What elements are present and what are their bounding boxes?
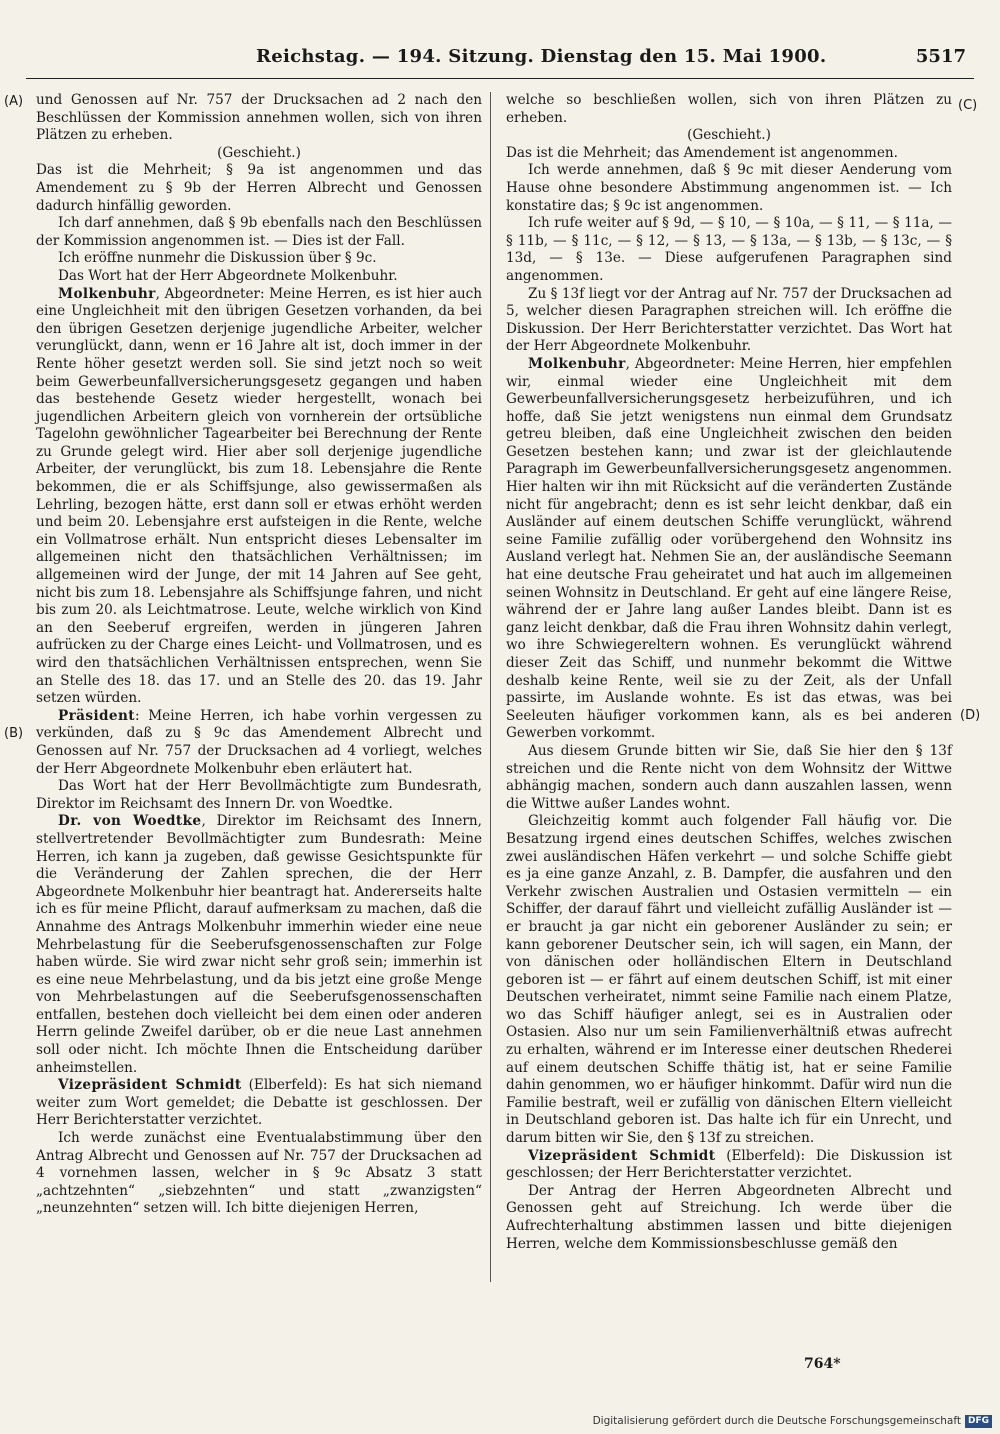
page-header	[26, 36, 974, 79]
column-divider	[490, 92, 491, 1282]
margin-marker-c: (C)	[958, 98, 978, 113]
paragraph: Aus diesem Grunde bitten wir Sie, daß Sie hier den § 13f streichen und die Rente nicht von dem Wohnsitz der Wittwe abhängig machen, sondern auch dann auszahlen lassen, wenn die Wittwe außer Landes wohnt.	[506, 742, 952, 812]
footer-text: Digitalisierung gefördert durch die Deutsche Forschungsgemeinschaft	[592, 1415, 961, 1427]
margin-marker-b: (B)	[4, 726, 24, 741]
speaker-name: Präsident	[58, 707, 135, 724]
margin-marker-d: (D)	[960, 708, 981, 723]
page	[4, 36, 981, 1382]
paragraph: Das ist die Mehrheit; § 9a ist angenommen und das Amendement zu § 9b der Herren Albrecht und Genossen dadurch hinfällig geworden.	[36, 162, 482, 214]
margin-marker-a: (A)	[4, 94, 24, 109]
paragraph: welche so beschließen wollen, sich von ihren Plätzen zu erheben.	[506, 92, 952, 126]
paragraph: Ich rufe weiter auf § 9d, — § 10, — § 10a, — § 11, — § 11a, — § 11b, — § 11c, — § 12, — § 13, — § 13a, — § 13b, — § 13c, — § 13d, — § 13e. — Diese aufgerufenen Paragraphen sind angenommen.	[506, 215, 952, 284]
right-column	[506, 92, 952, 1253]
paragraph: Ich werde annehmen, daß § 9c mit dieser Aenderung vom Hause ohne besondere Abstimmung angenommen ist. — Ich konstatire das; § 9c ist angenommen.	[506, 162, 952, 214]
speech: Dr. von Woedtke, Direktor im Reichsamt des Innern, stellvertretender Bevollmächtigter zum Bundesrath: Meine Herren, ich kann ja zugeben, daß gewisse Gesichtspunkte für die Veränderung der Zahlen sprechen, die der Herr Abgeordnete Molkenbuhr hier beantragt hat. Andererseits halte ich es für meine Pflicht, darauf aufmerksam zu machen, daß die Annahme des Antrags Molkenbuhr immerhin wieder eine neue Mehrbelastung für die Seeberufsgenossenschaften zur Folge haben würde. Sie wird zwar nicht sehr groß sein; immerhin ist es eine neue Mehrbelastung, und da bis jetzt eine große Menge von Mehrbelastungen auf die Seeberufsgenossenschaften entfallen, bestehen doch vielleicht bei dem einen oder anderen Herrn gelinde Zweifel darüber, ob er die neue Last annehmen soll oder nicht. Ich möchte Ihnen die Entscheidung darüber anheimstellen.	[36, 813, 482, 1076]
speech: Vizepräsident Schmidt (Elberfeld): Es hat sich niemand weiter zum Wort gemeldet; die Debatte ist geschlossen. Der Herr Berichterstatter verzichtet.	[36, 1077, 483, 1129]
paragraph: Das Wort hat der Herr Abgeordnete Molkenbuhr.	[58, 267, 398, 284]
page-number: 5517	[915, 46, 966, 67]
header-title: Reichstag. — 194. Sitzung. Dienstag den 15. Mai 1900.	[256, 46, 827, 67]
paragraph: Der Antrag der Herren Abgeordneten Albrecht und Genossen geht auf Streichung. Ich werde über die Aufrechterhaltung abstimmen lassen und bitte diejenigen Herren, welche dem Kommissionsbeschlusse gemäß den	[506, 1182, 952, 1252]
speaker-name: Vizepräsident Schmidt	[58, 1077, 242, 1094]
paragraph: Gleichzeitig kommt auch folgender Fall häufig vor. Die Besatzung irgend eines deutschen Schiffes, welches zwischen zwei ausländischen Häfen verkehrt — und solche Schiffe giebt es ja eine ganze Anzahl, z. B. Dampfer, die ausfahren und den Verkehr zwischen Australien und Ostasien vermitteln — ein Schiffer, der darauf fährt und vielleicht zufällig Ausländer ist — er braucht ja gar nicht ein geborener Ausländer zu sein; er kann geborener Deutscher sein, ich will sagen, ein Mann, der von dänischen oder holländischen Eltern in Deutschland geboren ist — er fährt auf einem deutschen Schiff, ist mit einer Deutschen verheiratet, nimmt seine Familie nach einem Platze, wo das Schiff häufiger anlegt, sei es in Australien oder Ostasien. Also nur um sein Familienverhältniß etwas aufrecht zu erhalten, während er im Interesse einer deutschen Rhederei auf einem deutschen Schiffe thätig ist, hat er seine Familie dahin genommen, wo er häufiger hinkommt. Dafür wird nun die Familie bestraft, weil er zufällig von dänischen Eltern vielleicht in Deutschland geboren ist. Das halte ich für ein Unrecht, und darum bitten wir Sie, den § 13f zu streichen.	[506, 813, 952, 1147]
paragraph: Zu § 13f liegt vor der Antrag auf Nr. 757 der Drucksachen ad 5, welcher diesen Paragraphen streichen will. Ich eröffne die Diskussion. Der Herr Berichterstatter verzichtet. Das Wort hat der Herr Abgeordnete Molkenbuhr.	[506, 285, 952, 355]
speaker-name: Molkenbuhr	[528, 355, 626, 372]
footer	[593, 1414, 992, 1428]
speaker-name: Dr. von Woedtke	[58, 813, 202, 830]
left-column	[36, 92, 482, 1218]
speaker-name: Molkenbuhr	[58, 285, 156, 302]
speech: Molkenbuhr, Abgeordneter: Meine Herren, hier empfehlen wir, einmal wieder eine Ungleichheit mit dem Gewerbeunfallversicherungsgesetz herbeizuführen, und ich hoffe, daß Sie jetzt wenigstens nun einmal dem Grundsatz getreu bleiben, daß eine Ungleichheit zwischen den beiden Gesetzen bestehen kann; und zwar ist der gleichlautende Paragraph im Gewerbeunfallversicherungsgesetz angenommen. Hier halten wir ihn mit Rücksicht auf die veränderten Zustände nicht für angebracht; denn es ist sehr leicht denkbar, daß ein Ausländer auf einem deutschen Schiffe verunglückt, während seine Familie zufällig oder vorübergehend den Wohnsitz ins Ausland verlegt hat. Nehmen Sie an, der ausländische Seemann hat eine deutsche Frau geheiratet und hat auch im allgemeinen seinen Wohnsitz in Deutschland. Er geht auf eine längere Reise, während der er Jahre lang außer Landes bleibt. Dann ist es ganz leicht denkbar, daß die Frau ihren Wohnsitz dahin verlegt, wo ihre Schwiegereltern wohnen. Es verunglückt während dieser Zeit das Schiff, und nunmehr bekommt die Wittwe deshalb keine Rente, weil sie zu der Zeit, als der Unfall passirte, im Auslande wohnte. Es ist das etwas, was bei Seeleuten häufiger vorkommen kann, als es bei anderen Gewerben vorkommt.	[506, 355, 952, 742]
paragraph: und Genossen auf Nr. 757 der Drucksachen ad 2 nach den Beschlüssen der Kommission annehmen wollen, sich von ihren Plätzen zu erheben.	[36, 92, 482, 144]
paragraph: Ich darf annehmen, daß § 9b ebenfalls nach den Beschlüssen der Kommission angenommen ist. — Dies ist der Fall.	[36, 215, 482, 249]
speech: Präsident: Meine Herren, ich habe vorhin vergessen zu verkünden, daß zu § 9c das Amendement Albrecht und Genossen auf Nr. 757 der Drucksachen ad 4 vorliegt, welches der Herr Abgeordnete Molkenbuhr eben erläutert hat.	[36, 707, 482, 777]
stage-direction: (Geschieht.)	[687, 127, 771, 144]
paragraph: Ich eröffne nunmehr die Diskussion über § 9c.	[58, 250, 377, 267]
stage-direction: (Geschieht.)	[217, 144, 301, 161]
paragraph: Das ist die Mehrheit; das Amendement ist angenommen.	[506, 144, 898, 161]
dfg-logo: DFG	[965, 1415, 992, 1428]
paragraph: Das Wort hat der Herr Bevollmächtigte zum Bundesrath, Direktor im Reichsamt des Innern Dr. von Woedtke.	[36, 778, 482, 812]
signature-mark: 764*	[804, 1356, 841, 1372]
paragraph: Ich werde zunächst eine Eventualabstimmung über den Antrag Albrecht und Genossen auf Nr. 757 der Drucksachen ad 4 vornehmen lassen, welcher in § 9c Absatz 3 statt „achtzehnten“ „siebzehnten“ und statt „zwanzigsten“ „neunzehnten“ setzen will. Ich bitte diejenigen Herren,	[36, 1130, 482, 1217]
speech: Molkenbuhr, Abgeordneter: Meine Herren, es ist hier auch eine Ungleichheit mit den übrigen Gesetzen vorhanden, da bei den übrigen Gesetzen derjenige jugendliche Arbeiter, welcher verunglückt, dann, wenn er 16 Jahre alt ist, doch immer in der Rente höher gesetzt werden soll. Sie sind jetzt noch so weit beim Gewerbeunfallversicherungsgesetz gegangen und haben das bestehende Gesetz wieder hergestellt, wonach bei jugendlichen Arbeitern gleich von vornherein der ortsübliche Tagelohn gewöhnlicher Tagearbeiter bei Berechnung der Rente zu Grunde gelegt wird. Hier aber soll derjenige jugendliche Arbeiter, der verunglückt, bis zum 18. Lebensjahre die Rente bekommen, die er als Schiffsjunge, also gewissermaßen als Lehrling, bezogen hätte, erst dann soll er etwas erhöht werden und beim 20. Lebensjahre erst aufsteigen in die Rente, welche ein Vollmatrose erhält. Nun entspricht dieses Lebensalter im allgemeinen nicht den thatsächlichen Verhältnissen; im allgemeinen wird der Junge, der mit 14 Jahren auf See geht, nicht bis zum 18. Lebensjahre als Schiffsjunge fahren, und nicht bis zum 20. als Leichtmatrose. Leute, welche wirklich von Kind an den Seeberuf ergreifen, werden in jüngeren Jahren aufrücken zu der Charge eines Leicht- und Vollmatrosen, und es wird den thatsächlichen Verhältnissen entsprechen, wenn Sie an Stelle des 18. das 17. und an Stelle des 20. das 19. Jahr setzen würden.	[36, 285, 482, 707]
speech: Vizepräsident Schmidt (Elberfeld): Die Diskussion ist geschlossen; der Herr Berichterstatter verzichtet.	[506, 1147, 952, 1182]
speaker-name: Vizepräsident Schmidt	[528, 1147, 716, 1164]
